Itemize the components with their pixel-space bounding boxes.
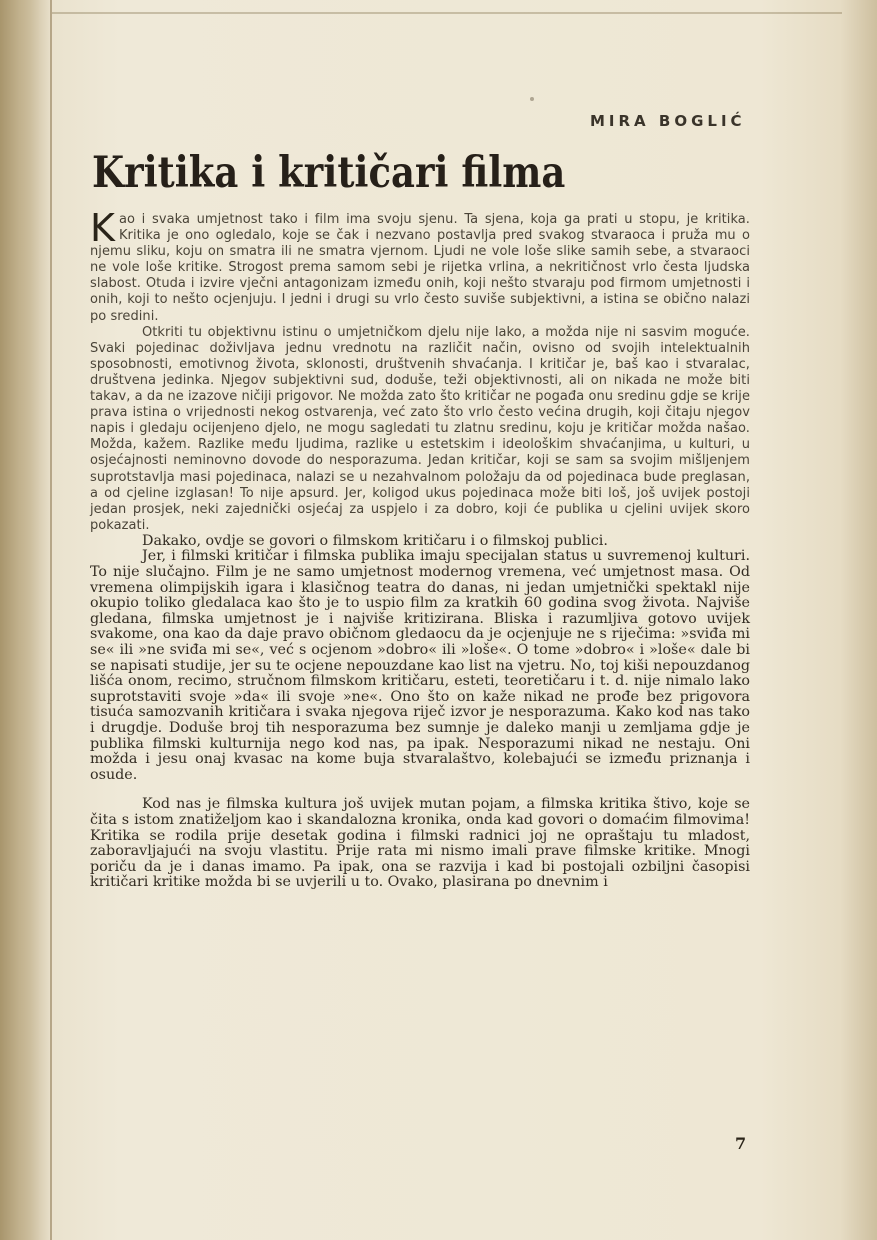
paragraph: Kod nas je filmska kultura još uvijek mutan pojam, a filmska kritika štivo, koje se čita s istom znatiželjom kao i skandalozna kronika, onda kad govori o domaćim filmovima! Kritika se rodila prije desetak godina i filmski radnici joj ne opraštaju tu mladost, zaboravljajući na svoju vlastitu. Prije rata mi nismo imali prave filmske kritike. Mnogi poriču da je i danas imamo. Pa ipak, ona se razvija i kad bi postojali ozbiljni časopisi kritičari kritike možda bi se uvjerili u to. Ovako, plasirana po dnevnim i (90, 796, 750, 891)
drop-cap: K (90, 206, 115, 250)
paragraph (90, 206, 750, 325)
article-body (90, 206, 750, 891)
paragraph: Dakako, ovdje se govori o filmskom kritičaru i o filmskoj publici. (142, 532, 608, 549)
page-number: 7 (735, 1134, 747, 1153)
paragraph: Jer, i filmski kritičar i filmska publika imaju specijalan status u suvremenoj kulturi. To nije slučajno. Film je ne samo umjetnost modernog vremena, već umjetnost masa. Od vremena olimpijskih igara i klasičnog teatra do danas, ni jedan umjetnički spektakl nije okupio toliko gledalaca kao što je to uspio film za kratkih 60 godina svog života. Najviše gledana, filmska umjetnost je i najviše kritizirana. Bliska i razumljiva gotovo uvijek svakome, ona kao da daje pravo običnom gledaocu da je ocjenjuje ne s riječima: »sviđa mi se« ili »ne sviđa mi se«, već s ocjenom »dobro« ili »loše«. O tome »dobro« i »loše« dale bi se napisati studije, jer su te ocjene nepouzdane kao list na vjetru. No, toj kiši nepouzdanog lišća onom, recimo, stručnom filmskom kritičaru, esteti, teoretičaru i t. d. nije nimalo lako suprotstaviti svoje »da« ili svoje »ne«. Ono što on kaže nikad ne prođe bez prigovora tisuća samozvanih kritičara i svaka njegova riječ izvor je nesporazuma. Kako kod nas tako i drugdje. Doduše broj tih nesporazuma bez sumnje je daleko manji u zemljama gdje je publika filmski kulturnija nego kod nas, pa ipak. Nesporazumi nikad ne nestaju. Oni možda i jesu onaj kvasac na kome buja stvaralaštvo, kolebajući se između priznanja i osude. (90, 548, 750, 783)
paragraph: Otkriti tu objektivnu istinu o umjetničkom djelu nije lako, a možda nije ni sasvim moguće. Svaki pojedinac doživljava jednu vrednotu na različit način, ovisno od svojih intelektualnih sposobnosti, emotivnog života, sklonosti, društvenih shvaćanja. I kritičar je, baš kao i stvaralac, društvena jedinka. Njegov subjektivni sud, doduše, teži objektivnosti, ali on nikada ne može biti takav, a da ne izazove ničiji prigovor. Ne možda zato što kritičar ne pogađa onu sredinu gdje se krije prava istina o vrijednosti nekog ostvarenja, već zato što vrlo često većina drugih, koji čitaju njegov napis i gledaju ocijenjeno djelo, ne mogu sagledati tu zlatnu sredinu, koju je kritičar možda našao. Možda, kažem. Razlike među ljudima, razlike u estetskim i ideološkim shvaćanjima, u kulturi, u osjećajnosti neminovno dovode do nesporazuma. Jedan kritičar, koji se sam sa svojim mišljenjem suprotstavlja masi pojedinaca, nalazi se u nezahvalnom položaju da od pojedinaca bude preglasan, a od cjeline izglasan! To nije apsurd. Jer, koligod ukus pojedinaca može biti loš, još uvijek postoji jedan prosjek, neki zajednički osjećaj za uspjelo i za dobro, koji će publika u cjelini uvijek skoro pokazati. (90, 324, 750, 533)
article-title: Kritika i kritičari filma (92, 148, 566, 198)
author-name: MIRA BOGLIĆ (590, 112, 746, 130)
print-speck (530, 97, 534, 101)
top-rule (52, 12, 842, 14)
binding-shadow (0, 0, 52, 1240)
binding-edge (50, 0, 52, 1240)
paragraph-text: ao i svaka umjetnost tako i film ima svoju sjenu. Ta sjena, koja ga prati u stopu, je kritika. Kritika je ono ogledalo, koje se čak i nezvano postavlja pred svakog stvaraoca i pruža mu o njemu sliku, koju on smatra ili ne smatra vjernom. Ljudi ne vole loše slike samih sebe, a stvaraoci ne vole loše kritike. Strogost prema samom sebi je rijetka vrlina, a nekritičnost vrlo česta ljudska slabost. Otuda i izvire vječni antagonizam između onih, koji nešto stvaraju pod firmom umjetnosti i onih, koji to nešto ocjenjuju. I jedni i drugi su vrlo često suviše subjektivni, a istina se obično nalazi po sredini. (90, 212, 750, 324)
